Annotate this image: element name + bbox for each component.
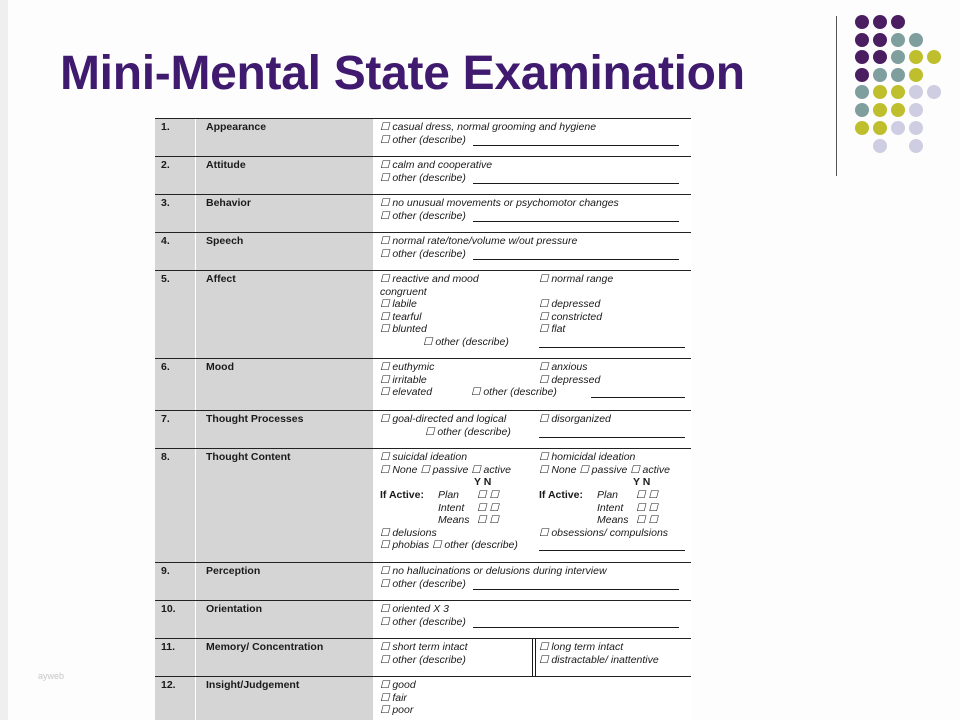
option-other-describe[interactable]: ☐ other (describe)	[380, 578, 466, 590]
decorative-dot	[927, 50, 941, 64]
decorative-dot	[909, 139, 923, 153]
plan-label: Plan	[597, 489, 619, 501]
exam-row-affect	[155, 270, 691, 359]
decorative-dot	[891, 50, 905, 64]
option-depressed[interactable]: ☐ depressed	[539, 298, 601, 310]
exam-row-orientation	[155, 600, 691, 639]
if-active-label: If Active:	[539, 489, 583, 501]
plan-yes-no-boxes[interactable]: ☐ ☐	[477, 489, 499, 501]
means-yes-no-boxes[interactable]: ☐ ☐	[477, 514, 499, 526]
exam-row-behavior	[155, 194, 691, 233]
option-other-describe[interactable]: ☐ other (describe)	[425, 426, 511, 438]
row-number: 12.	[161, 679, 176, 691]
row-label: Thought Processes	[206, 413, 304, 425]
row-label: Mood	[206, 361, 234, 373]
describe-line[interactable]	[539, 347, 685, 348]
decorative-dot	[873, 50, 887, 64]
exam-row-attitude	[155, 156, 691, 195]
exam-row-insight-judgement	[155, 676, 691, 720]
decorative-dot	[855, 85, 869, 99]
option-homicidal-ideation[interactable]: ☐ homicidal ideation	[539, 451, 636, 463]
option-flat[interactable]: ☐ flat	[539, 323, 566, 335]
row-number: 6.	[161, 361, 170, 373]
yes-no-header: Y N	[474, 476, 492, 488]
option-other-describe[interactable]: ☐ other (describe)	[380, 654, 466, 666]
option-casual-dress[interactable]: ☐ casual dress, normal grooming and hygiene	[380, 121, 597, 133]
option-calm-cooperative[interactable]: ☐ calm and cooperative	[380, 159, 493, 171]
exam-row-thought-content	[155, 448, 691, 563]
intent-label: Intent	[438, 502, 465, 514]
row-label: Speech	[206, 235, 244, 247]
option-blunted[interactable]: ☐ blunted	[380, 323, 427, 335]
describe-line[interactable]	[473, 145, 679, 146]
option-goal-directed[interactable]: ☐ goal-directed and logical	[380, 413, 507, 425]
decorative-dot	[909, 50, 923, 64]
row-number: 4.	[161, 235, 170, 247]
option-poor[interactable]: ☐ poor	[380, 704, 414, 716]
decorative-dot	[855, 15, 869, 29]
describe-line[interactable]	[591, 397, 685, 398]
decorative-dot	[891, 103, 905, 117]
option-fair[interactable]: ☐ fair	[380, 692, 407, 704]
exam-row-memory-concentration	[155, 638, 691, 677]
decorative-dot	[891, 15, 905, 29]
exam-form	[155, 118, 691, 720]
row-number: 2.	[161, 159, 170, 171]
decorative-dot	[891, 121, 905, 135]
plan-yes-no-boxes[interactable]: ☐ ☐	[636, 489, 658, 501]
yes-no-header: Y N	[633, 476, 651, 488]
decorative-dot	[891, 85, 905, 99]
describe-line[interactable]	[539, 437, 685, 438]
decorative-dot	[873, 33, 887, 47]
decorative-dot	[909, 33, 923, 47]
exam-row-perception	[155, 562, 691, 601]
row-number: 3.	[161, 197, 170, 209]
exam-row-mood	[155, 358, 691, 411]
option-oriented-x3[interactable]: ☐ oriented X 3	[380, 603, 449, 615]
row-label: Behavior	[206, 197, 251, 209]
option-good[interactable]: ☐ good	[380, 679, 416, 691]
option-anxious[interactable]: ☐ anxious	[539, 361, 588, 373]
option-other-describe[interactable]: ☐ other (describe)	[380, 172, 466, 184]
row-label: Appearance	[206, 121, 267, 133]
means-yes-no-boxes[interactable]: ☐ ☐	[636, 514, 658, 526]
option-short-term-intact[interactable]: ☐ short term intact	[380, 641, 468, 653]
decorative-dot	[855, 103, 869, 117]
option-labile[interactable]: ☐ labile	[380, 298, 417, 310]
decorative-dot	[855, 50, 869, 64]
option-elevated[interactable]: ☐ elevated	[380, 386, 433, 398]
option-obsessions-compulsions[interactable]: ☐ obsessions/ compulsions	[539, 527, 669, 539]
decorative-dot	[873, 103, 887, 117]
exam-row-appearance	[155, 118, 691, 157]
decorative-dot	[873, 15, 887, 29]
exam-row-speech	[155, 232, 691, 271]
option-no-hallucinations[interactable]: ☐ no hallucinations or delusions during interview	[380, 565, 607, 577]
describe-line[interactable]	[473, 221, 679, 222]
decorative-dot	[891, 68, 905, 82]
row-number: 10.	[161, 603, 176, 615]
row-number: 9.	[161, 565, 170, 577]
option-suicidal-ideation[interactable]: ☐ suicidal ideation	[380, 451, 468, 463]
option-tearful[interactable]: ☐ tearful	[380, 311, 422, 323]
row-number: 8.	[161, 451, 170, 463]
describe-line[interactable]	[473, 589, 679, 590]
if-active-label: If Active:	[380, 489, 424, 501]
row-label: Memory/ Concentration	[206, 641, 324, 653]
describe-line[interactable]	[473, 259, 679, 260]
option-normal-rate[interactable]: ☐ normal rate/tone/volume w/out pressure	[380, 235, 578, 247]
option-other-describe[interactable]: ☐ other (describe)	[380, 134, 466, 146]
row-number: 5.	[161, 273, 170, 285]
option-other-describe[interactable]: ☐ other (describe)	[423, 336, 509, 348]
decorative-dot	[927, 85, 941, 99]
row-label: Orientation	[206, 603, 263, 615]
option-other-describe[interactable]: ☐ other (describe)	[471, 386, 557, 398]
means-label: Means	[438, 514, 470, 526]
homicidal-severity-options[interactable]: ☐ None ☐ passive ☐ active	[539, 464, 670, 476]
decorative-dot	[873, 85, 887, 99]
option-phobias-other[interactable]: ☐ phobias ☐ other (describe)	[380, 539, 518, 551]
option-distractable[interactable]: ☐ distractable/ inattentive	[539, 654, 659, 666]
plan-label: Plan	[438, 489, 460, 501]
option-euthymic[interactable]: ☐ euthymic	[380, 361, 435, 373]
decorative-dot	[891, 33, 905, 47]
option-other-describe[interactable]: ☐ other (describe)	[380, 210, 466, 222]
intent-yes-no-boxes[interactable]: ☐ ☐	[477, 502, 499, 514]
option-congruent: congruent	[380, 286, 427, 298]
decorative-dot	[873, 121, 887, 135]
option-depressed[interactable]: ☐ depressed	[539, 374, 601, 386]
decorative-dot	[855, 68, 869, 82]
decorative-dot	[909, 85, 923, 99]
describe-line[interactable]	[473, 627, 679, 628]
option-long-term-intact[interactable]: ☐ long term intact	[539, 641, 624, 653]
watermark: ayweb	[38, 671, 65, 681]
option-reactive-mood[interactable]: ☐ reactive and mood	[380, 273, 479, 285]
option-disorganized[interactable]: ☐ disorganized	[539, 413, 611, 425]
decorative-dot	[873, 139, 887, 153]
option-other-describe[interactable]: ☐ other (describe)	[380, 616, 466, 628]
column-divider	[532, 639, 533, 677]
option-delusions[interactable]: ☐ delusions	[380, 527, 437, 539]
suicidal-severity-options[interactable]: ☐ None ☐ passive ☐ active	[380, 464, 511, 476]
option-other-describe[interactable]: ☐ other (describe)	[380, 248, 466, 260]
decorative-dot	[855, 33, 869, 47]
row-label: Affect	[206, 273, 236, 285]
row-label: Insight/Judgement	[206, 679, 300, 691]
option-irritable[interactable]: ☐ irritable	[380, 374, 427, 386]
decorative-dot	[873, 68, 887, 82]
row-number: 11.	[161, 641, 176, 653]
row-label: Perception	[206, 565, 261, 577]
option-no-unusual-movements[interactable]: ☐ no unusual movements or psychomotor changes	[380, 197, 619, 209]
row-number: 7.	[161, 413, 170, 425]
option-constricted[interactable]: ☐ constricted	[539, 311, 603, 323]
describe-line[interactable]	[539, 550, 685, 551]
title-divider-line	[836, 16, 837, 176]
decorative-dot	[909, 121, 923, 135]
decorative-dot	[855, 121, 869, 135]
slide-title: Mini-Mental State Examination	[60, 47, 745, 100]
exam-row-thought-processes	[155, 410, 691, 449]
row-label: Attitude	[206, 159, 246, 171]
means-label: Means	[597, 514, 629, 526]
decorative-dot	[909, 68, 923, 82]
describe-line[interactable]	[473, 183, 679, 184]
decorative-dot	[909, 103, 923, 117]
intent-label: Intent	[597, 502, 624, 514]
column-divider	[535, 639, 536, 677]
option-normal-range[interactable]: ☐ normal range	[539, 273, 614, 285]
intent-yes-no-boxes[interactable]: ☐ ☐	[636, 502, 658, 514]
row-label: Thought Content	[206, 451, 291, 463]
row-number: 1.	[161, 121, 170, 133]
